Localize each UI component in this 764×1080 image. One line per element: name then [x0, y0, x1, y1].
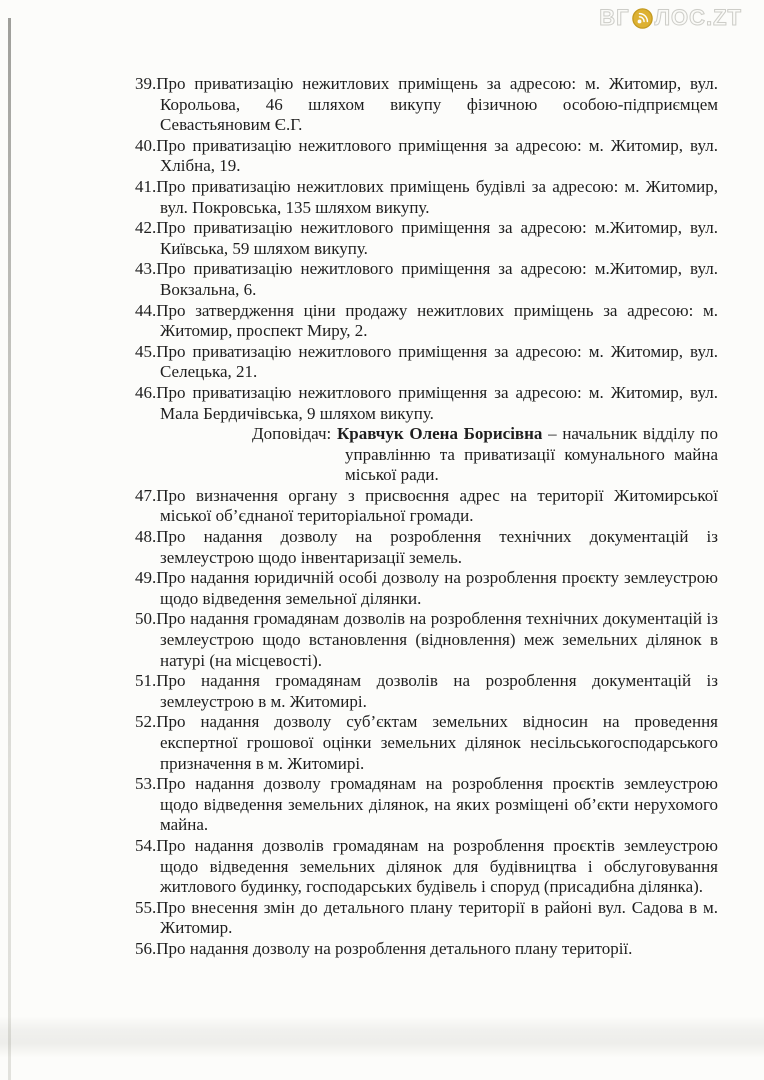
item-text: Про визначення органу з присвоєння адрес на території Житомирської міської об’єднаної територіальної громади.	[156, 485, 718, 526]
item-text: Про приватизацію нежитлових приміщень за адресою: м. Житомир, вул. Корольова, 46 шляхом викупу фізичною особою-підприємцем Севастьяновим Є.Г.	[156, 74, 718, 135]
item-text: Про приватизацію нежитлових приміщень будівлі за адресою: м. Житомир, вул. Покровська, 135 шляхом викупу.	[156, 176, 718, 217]
agenda-item	[135, 218, 718, 259]
agenda-item	[135, 671, 718, 712]
agenda-item	[135, 527, 718, 568]
item-number: 56.	[135, 938, 157, 958]
item-text: Про надання юридичній особі дозволу на розроблення проєкту землеустрою щодо відведення земельної ділянки.	[156, 568, 718, 608]
speaker-label: Доповідач:	[252, 424, 337, 444]
agenda-item	[135, 177, 718, 218]
item-number: 54.	[135, 835, 157, 855]
speaker-title: – начальник відділу по управлінню та приватизації комунального майна міської ради.	[345, 424, 718, 485]
agenda-item	[135, 259, 718, 300]
item-number: 52.	[135, 712, 157, 732]
agenda-items-47-56	[135, 486, 718, 960]
agenda-item	[135, 774, 718, 836]
item-text: Про надання дозволу громадянам на розроблення проєктів землеустрою щодо відведення земельних ділянок, на яких розміщені об’єкти нерухомого майна.	[156, 774, 718, 835]
agenda-item	[135, 486, 718, 527]
watermark-text-suffix: ЛОС.ZT	[654, 5, 742, 30]
agenda-item	[135, 609, 718, 671]
agenda-item	[135, 383, 718, 424]
item-text: Про приватизацію нежитлового приміщення за адресою: м.Житомир, вул. Вокзальна, 6.	[156, 259, 718, 299]
item-text: Про приватизацію нежитлового приміщення за адресою: м. Житомир, вул. Мала Бердичівська, 9 шляхом викупу.	[156, 382, 718, 423]
agenda-item	[135, 136, 718, 177]
agenda-item	[135, 939, 718, 960]
item-text: Про затвердження ціни продажу нежитлових приміщень за адресою: м. Житомир, проспект Миру, 2.	[156, 300, 718, 341]
watermark	[599, 5, 742, 31]
agenda-item	[135, 898, 718, 939]
agenda-item	[135, 74, 718, 136]
item-text: Про надання дозволу суб’єктам земельних відносин на проведення експертної грошової оцінки земельних ділянок несільськогосподарського призначення в м. Житомирі.	[156, 712, 718, 773]
agenda-item	[135, 568, 718, 609]
scan-edge-artifact	[8, 18, 11, 1080]
item-text: Про надання громадянам дозволів на розроблення технічних документацій із землеустрою щодо встановлення (відновлення) меж земельних ділянок в натурі (на місцевості).	[156, 609, 718, 670]
agenda-items-39-46	[135, 74, 718, 424]
speaker-note	[135, 424, 718, 486]
item-number: 50.	[135, 609, 157, 629]
item-number: 53.	[135, 774, 157, 794]
item-number: 40.	[135, 135, 157, 155]
item-number: 45.	[135, 341, 157, 361]
scan-bottom-artifact	[0, 1016, 764, 1058]
item-number: 51.	[135, 671, 157, 691]
agenda-item	[135, 712, 718, 774]
item-text: Про внесення змін до детального плану території в районі вул. Садова в м. Житомир.	[156, 897, 718, 938]
item-number: 46.	[135, 382, 157, 402]
item-text: Про приватизацію нежитлового приміщення за адресою: м.Житомир, вул. Київська, 59 шляхом викупу.	[156, 218, 718, 258]
sound-waves-icon	[631, 8, 654, 29]
item-number: 47.	[135, 485, 157, 505]
agenda-item	[135, 342, 718, 383]
item-number: 48.	[135, 527, 157, 547]
item-number: 49.	[135, 568, 157, 588]
item-number: 55.	[135, 897, 157, 917]
item-number: 44.	[135, 300, 157, 320]
item-text: Про надання дозволу на розроблення детального плану території.	[156, 938, 633, 958]
speaker-name: Кравчук Олена Борисівна	[336, 424, 543, 444]
agenda-item	[135, 836, 718, 898]
item-text: Про приватизацію нежитлового приміщення за адресою: м. Житомир, вул. Селецька, 21.	[156, 341, 718, 382]
item-text: Про приватизацію нежитлового приміщення за адресою: м. Житомир, вул. Хлібна, 19.	[156, 135, 718, 176]
item-number: 39.	[135, 74, 157, 93]
item-number: 41.	[135, 176, 157, 196]
item-text: Про надання громадянам дозволів на розроблення документацій із землеустрою в м. Житомирі.	[156, 671, 718, 711]
item-number: 43.	[135, 259, 157, 279]
item-text: Про надання дозволів громадянам на розроблення проєктів землеустрою щодо відведення земельних ділянок для будівництва і обслуговування житлового будинку, господарських будівель і споруд (присадибна ділянка).	[156, 835, 718, 897]
item-text: Про надання дозволу на розроблення технічних документацій із землеустрою щодо інвентаризації земель.	[156, 527, 718, 567]
watermark-text-prefix: ВГ	[599, 5, 630, 30]
agenda-list	[135, 74, 718, 960]
item-number: 42.	[135, 218, 157, 238]
agenda-item	[135, 301, 718, 342]
